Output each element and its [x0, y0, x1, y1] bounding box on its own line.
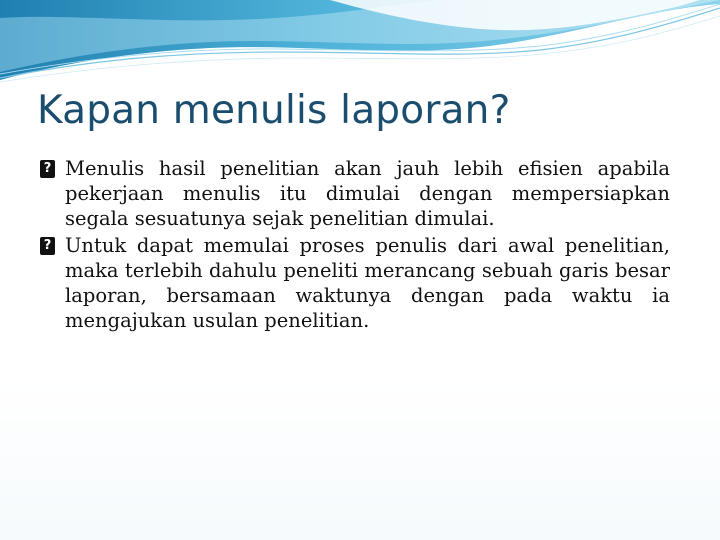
- bullet-item-1: [40, 156, 670, 232]
- missing-glyph-bullet-icon: [40, 160, 55, 178]
- bullet-text-1: Menulis hasil penelitian akan jauh lebih efisien apabila pekerjaan menulis itu dimulai dengan mempersiapkan segala sesuatunya sejak penelitian dimulai.: [65, 157, 670, 231]
- slide-title: Kapan menulis laporan?: [37, 88, 511, 133]
- bullet-item-2: [40, 233, 670, 334]
- bullet-list: [40, 156, 670, 334]
- bullet-text-2: Untuk dapat memulai proses penulis dari awal penelitian, maka terlebih dahulu peneliti merancang sebuah garis besar laporan, bersamaan waktunya dengan pada waktu ia mengajukan usulan penelitian.: [65, 233, 670, 333]
- missing-glyph-bullet-icon: [40, 237, 55, 255]
